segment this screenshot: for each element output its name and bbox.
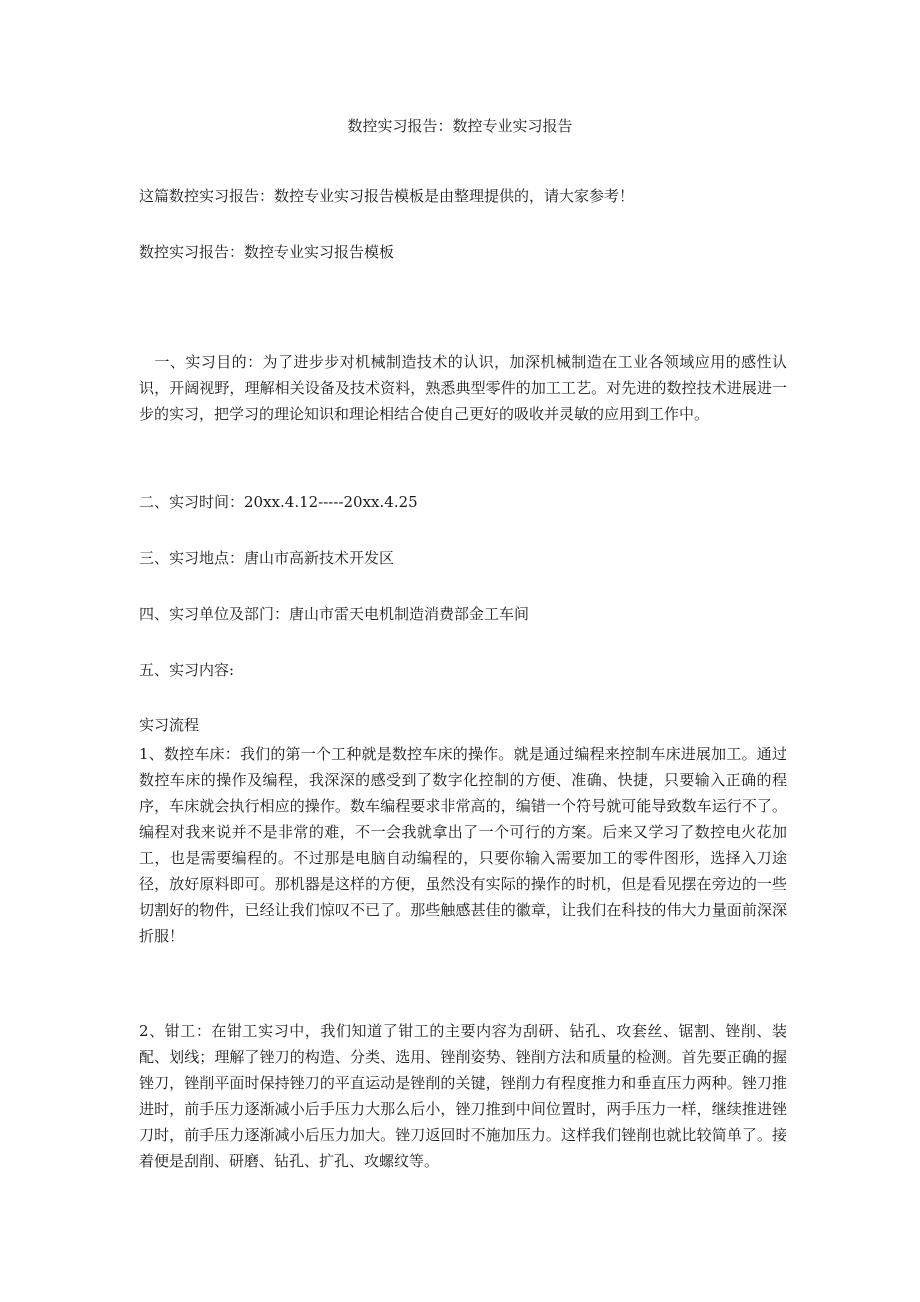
document-subtitle: 数控实习报告：数控专业实习报告模板 [139, 243, 395, 261]
section-content: 五、实习内容: [139, 661, 235, 679]
item-fitter: 2、钳工：在钳工实习中，我们知道了钳工的主要内容为刮研、钻孔、攻套丝、锯割、锉削、装配、划线；理解了锉刀的构造、分类、选用、锉削姿势、锉削方法和质量的检测。首先要正确的握锉刀，锉削平面时保持锉刀的平直运动是锉削的关键，锉削力有程度推力和垂直压力两种。锉刀推进时，前手压力逐渐减小后手压力大那么后小，锉刀推到中间位置时，两手压力一样，继续推进锉刀时，前手压力逐渐减小后压力加大。锉刀返回时不施加压力。这样我们锉削也就比较简单了。接着便是刮削、研磨、钻孔、扩孔、攻螺纹等。 [139, 1022, 787, 1170]
section-purpose: 一、实习目的：为了进步步对机械制造技术的认识，加深机械制造在工业各领域应用的感性认识，开阔视野，理解相关设备及技术资料，熟悉典型零件的加工工艺。对先进的数控技术进展进一步的实习，把学习的理论知识和理论相结合使自己更好的吸收并灵敏的应用到工作中。 [139, 353, 787, 423]
process-heading: 实习流程 [139, 716, 200, 734]
section-place: 三、实习地点：唐山市高新技术开发区 [139, 549, 395, 567]
section-unit: 四、实习单位及部门：唐山市雷天电机制造消费部金工车间 [139, 605, 530, 623]
item-cnc-lathe: 1、数控车床：我们的第一个工种就是数控车床的操作。就是通过编程来控制车床进展加工。通过数控车床的操作及编程，我深深的感受到了数字化控制的方便、准确、快捷，只要输入正确的程序，车床就会执行相应的操作。数车编程要求非常高的，编错一个符号就可能导致数车运行不了。编程对我来说并不是非常的难，不一会我就拿出了一个可行的方案。后来又学习了数控电火花加工，也是需要编程的。不过那是电脑自动编程的，只要你输入需要加工的零件图形，选择入刀途径，放好原料即可。那机器是这样的方便，虽然没有实际的操作的时机，但是看见摆在旁边的一些切割好的物件，已经让我们惊叹不已了。那些触感甚佳的徽章，让我们在科技的伟大力量面前深深折服！ [139, 745, 787, 945]
intro-line: 这篇数控实习报告：数控专业实习报告模板是由整理提供的，请大家参考！ [139, 187, 635, 205]
section-time: 二、实习时间：20xx.4.12-----20xx.4.25 [139, 493, 418, 511]
document-title: 数控实习报告：数控专业实习报告 [347, 117, 573, 135]
